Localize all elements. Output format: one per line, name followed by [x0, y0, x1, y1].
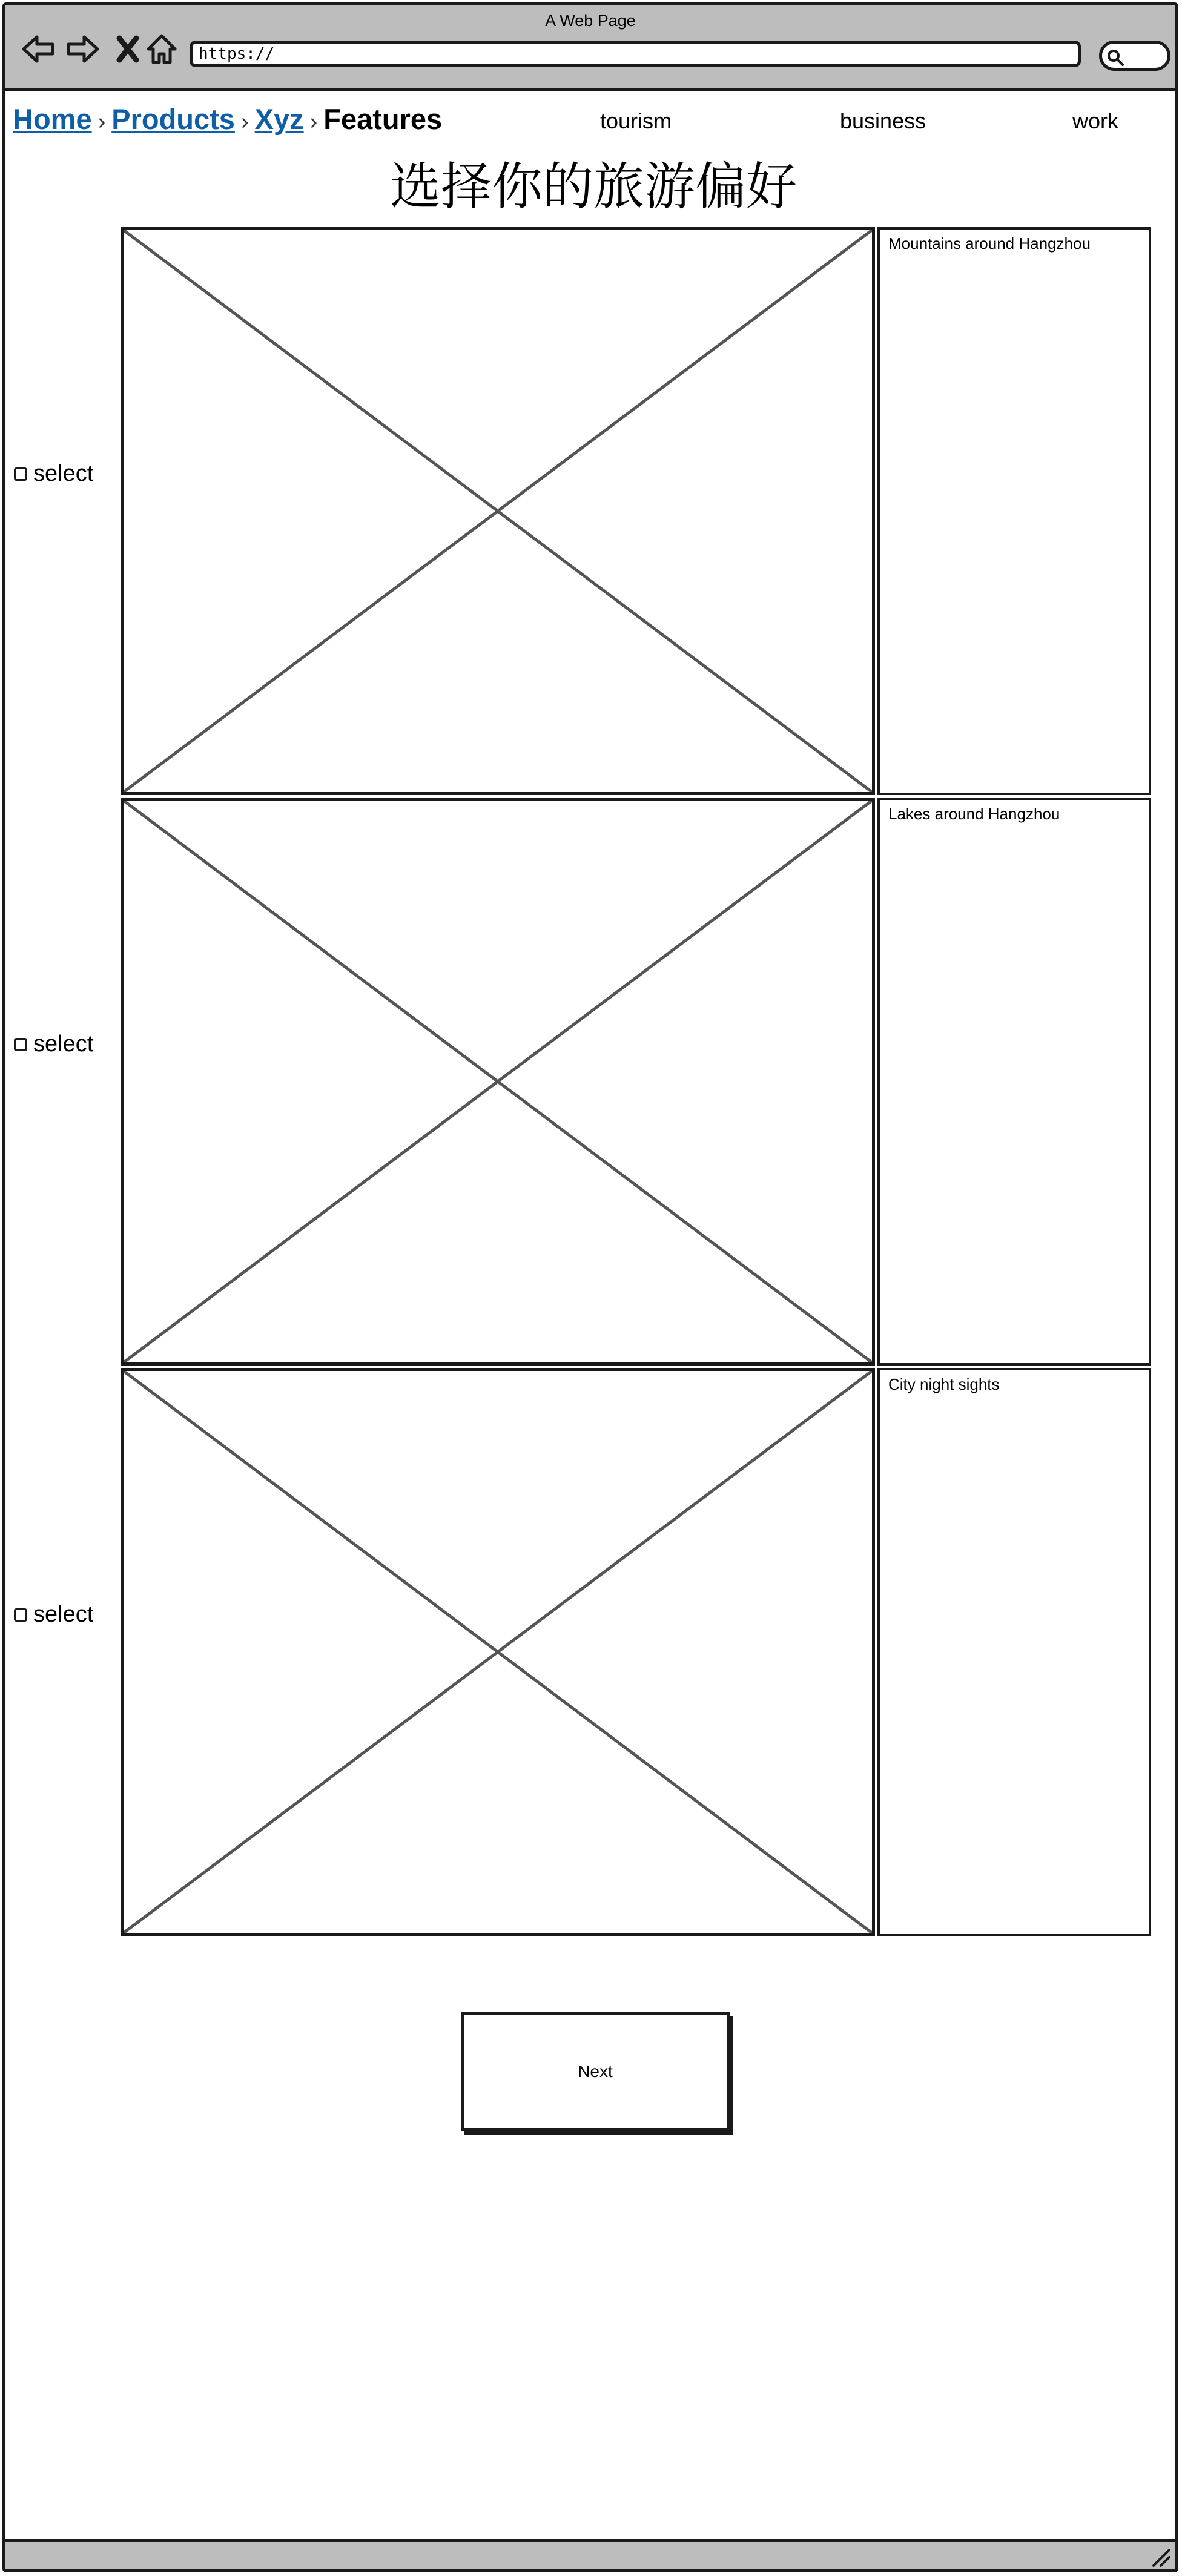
breadcrumb-separator: › — [97, 109, 106, 134]
option-3-image-placeholder — [121, 1368, 875, 1936]
select-label: select — [33, 461, 94, 486]
option-1-select[interactable] — [14, 461, 93, 487]
breadcrumb-separator: › — [240, 109, 249, 134]
url-input[interactable]: https:// — [190, 41, 1081, 67]
option-2-description: Lakes around Hangzhou — [888, 805, 1060, 823]
option-1-description-box — [877, 227, 1151, 795]
search-button[interactable] — [1099, 41, 1170, 71]
breadcrumb-separator: › — [309, 109, 318, 134]
image-placeholder-icon — [124, 1371, 872, 1933]
select-checkbox[interactable] — [14, 467, 27, 481]
page-title: 选择你的旅游偏好 — [389, 157, 797, 216]
nav-link-work[interactable]: work — [1072, 108, 1119, 133]
option-1-description: Mountains around Hangzhou — [888, 234, 1091, 253]
search-icon — [1106, 48, 1125, 67]
resize-grip-icon[interactable] — [1147, 2544, 1172, 2568]
image-placeholder-icon — [124, 230, 872, 792]
close-icon[interactable] — [108, 30, 147, 68]
breadcrumb-current: Features — [323, 103, 443, 135]
breadcrumb-xyz-link[interactable]: Xyz — [254, 103, 304, 135]
window-title: A Web Page — [545, 12, 636, 30]
next-button[interactable]: Next — [461, 2012, 730, 2131]
nav-link-business[interactable]: business — [840, 108, 926, 133]
option-3-select[interactable] — [14, 1602, 93, 1628]
option-2-description-box — [877, 798, 1151, 1366]
image-placeholder-icon — [124, 801, 872, 1362]
select-label: select — [33, 1031, 94, 1057]
option-3-description-box — [877, 1368, 1151, 1936]
forward-arrow-icon[interactable] — [64, 30, 102, 68]
breadcrumb-home-link[interactable]: Home — [13, 103, 92, 135]
nav-link-tourism[interactable]: tourism — [600, 108, 672, 133]
select-checkbox[interactable] — [14, 1038, 27, 1051]
option-1-image-placeholder — [121, 227, 875, 795]
back-arrow-icon[interactable] — [19, 30, 58, 68]
option-2-select[interactable] — [14, 1031, 93, 1057]
status-bar — [5, 2539, 1175, 2569]
select-label: select — [33, 1602, 94, 1627]
option-2-image-placeholder — [121, 798, 875, 1366]
home-icon[interactable] — [142, 30, 181, 68]
select-checkbox[interactable] — [14, 1608, 27, 1622]
breadcrumb-products-link[interactable]: Products — [111, 103, 235, 135]
browser-toolbar — [5, 5, 1175, 91]
breadcrumb — [13, 102, 442, 136]
option-3-description: City night sights — [888, 1375, 1000, 1393]
browser-window — [2, 2, 1178, 2572]
